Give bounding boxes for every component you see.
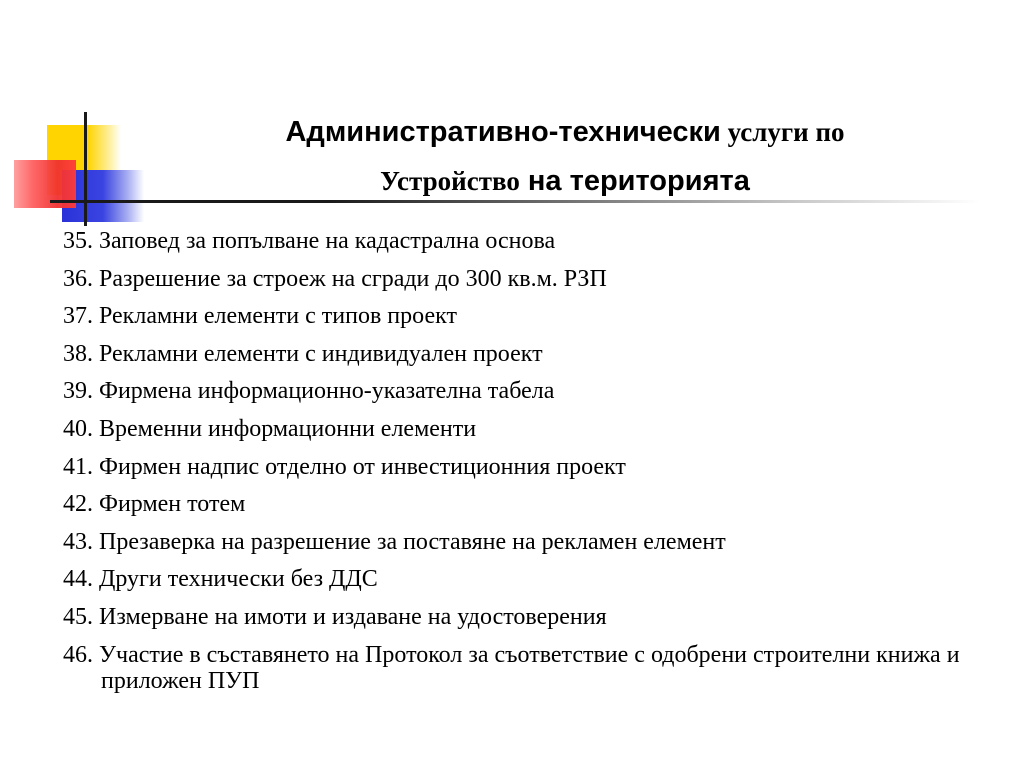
list-item: 35. Заповед за попълване на кадастрална основа (63, 228, 556, 254)
list-item: 36. Разрешение за строеж на сгради до 300 кв.м. РЗП (63, 265, 607, 292)
list-item: 41. Фирмен надпис отделно от инвестиционния проект (63, 453, 626, 480)
title-part-3: Устройство (380, 166, 520, 196)
list-item: 38. Рекламни елементи с индивидуален проект (63, 340, 543, 367)
list-item: 44. Други технически без ДДС (63, 566, 378, 593)
list-item: 43. Презаверка на разрешение за поставяне на рекламен елемент (63, 528, 726, 555)
slide-title (170, 110, 960, 208)
list-item: 37. Рекламни елементи с типов проект (63, 303, 457, 330)
list-item: 45. Измерване на имоти и издаване на удостоверения (63, 603, 607, 630)
title-part-1: Административно-технически (285, 116, 721, 148)
services-list (63, 228, 963, 705)
title-line-2 (170, 159, 960, 208)
list-item: 42. Фирмен тотем (63, 491, 246, 518)
title-part-4: на територията (519, 165, 750, 197)
vertical-line-decoration (84, 112, 87, 226)
list-item: 46. Участие в съставянето на Протокол за съответствие с одобрени строителни книжа и приложен ПУП (63, 641, 960, 694)
list-item: 40. Временни информационни елементи (63, 415, 477, 442)
title-line-1 (170, 110, 960, 159)
title-part-2: услуги по (720, 117, 845, 147)
list-item: 39. Фирмена информационно-указателна табела (63, 378, 555, 405)
